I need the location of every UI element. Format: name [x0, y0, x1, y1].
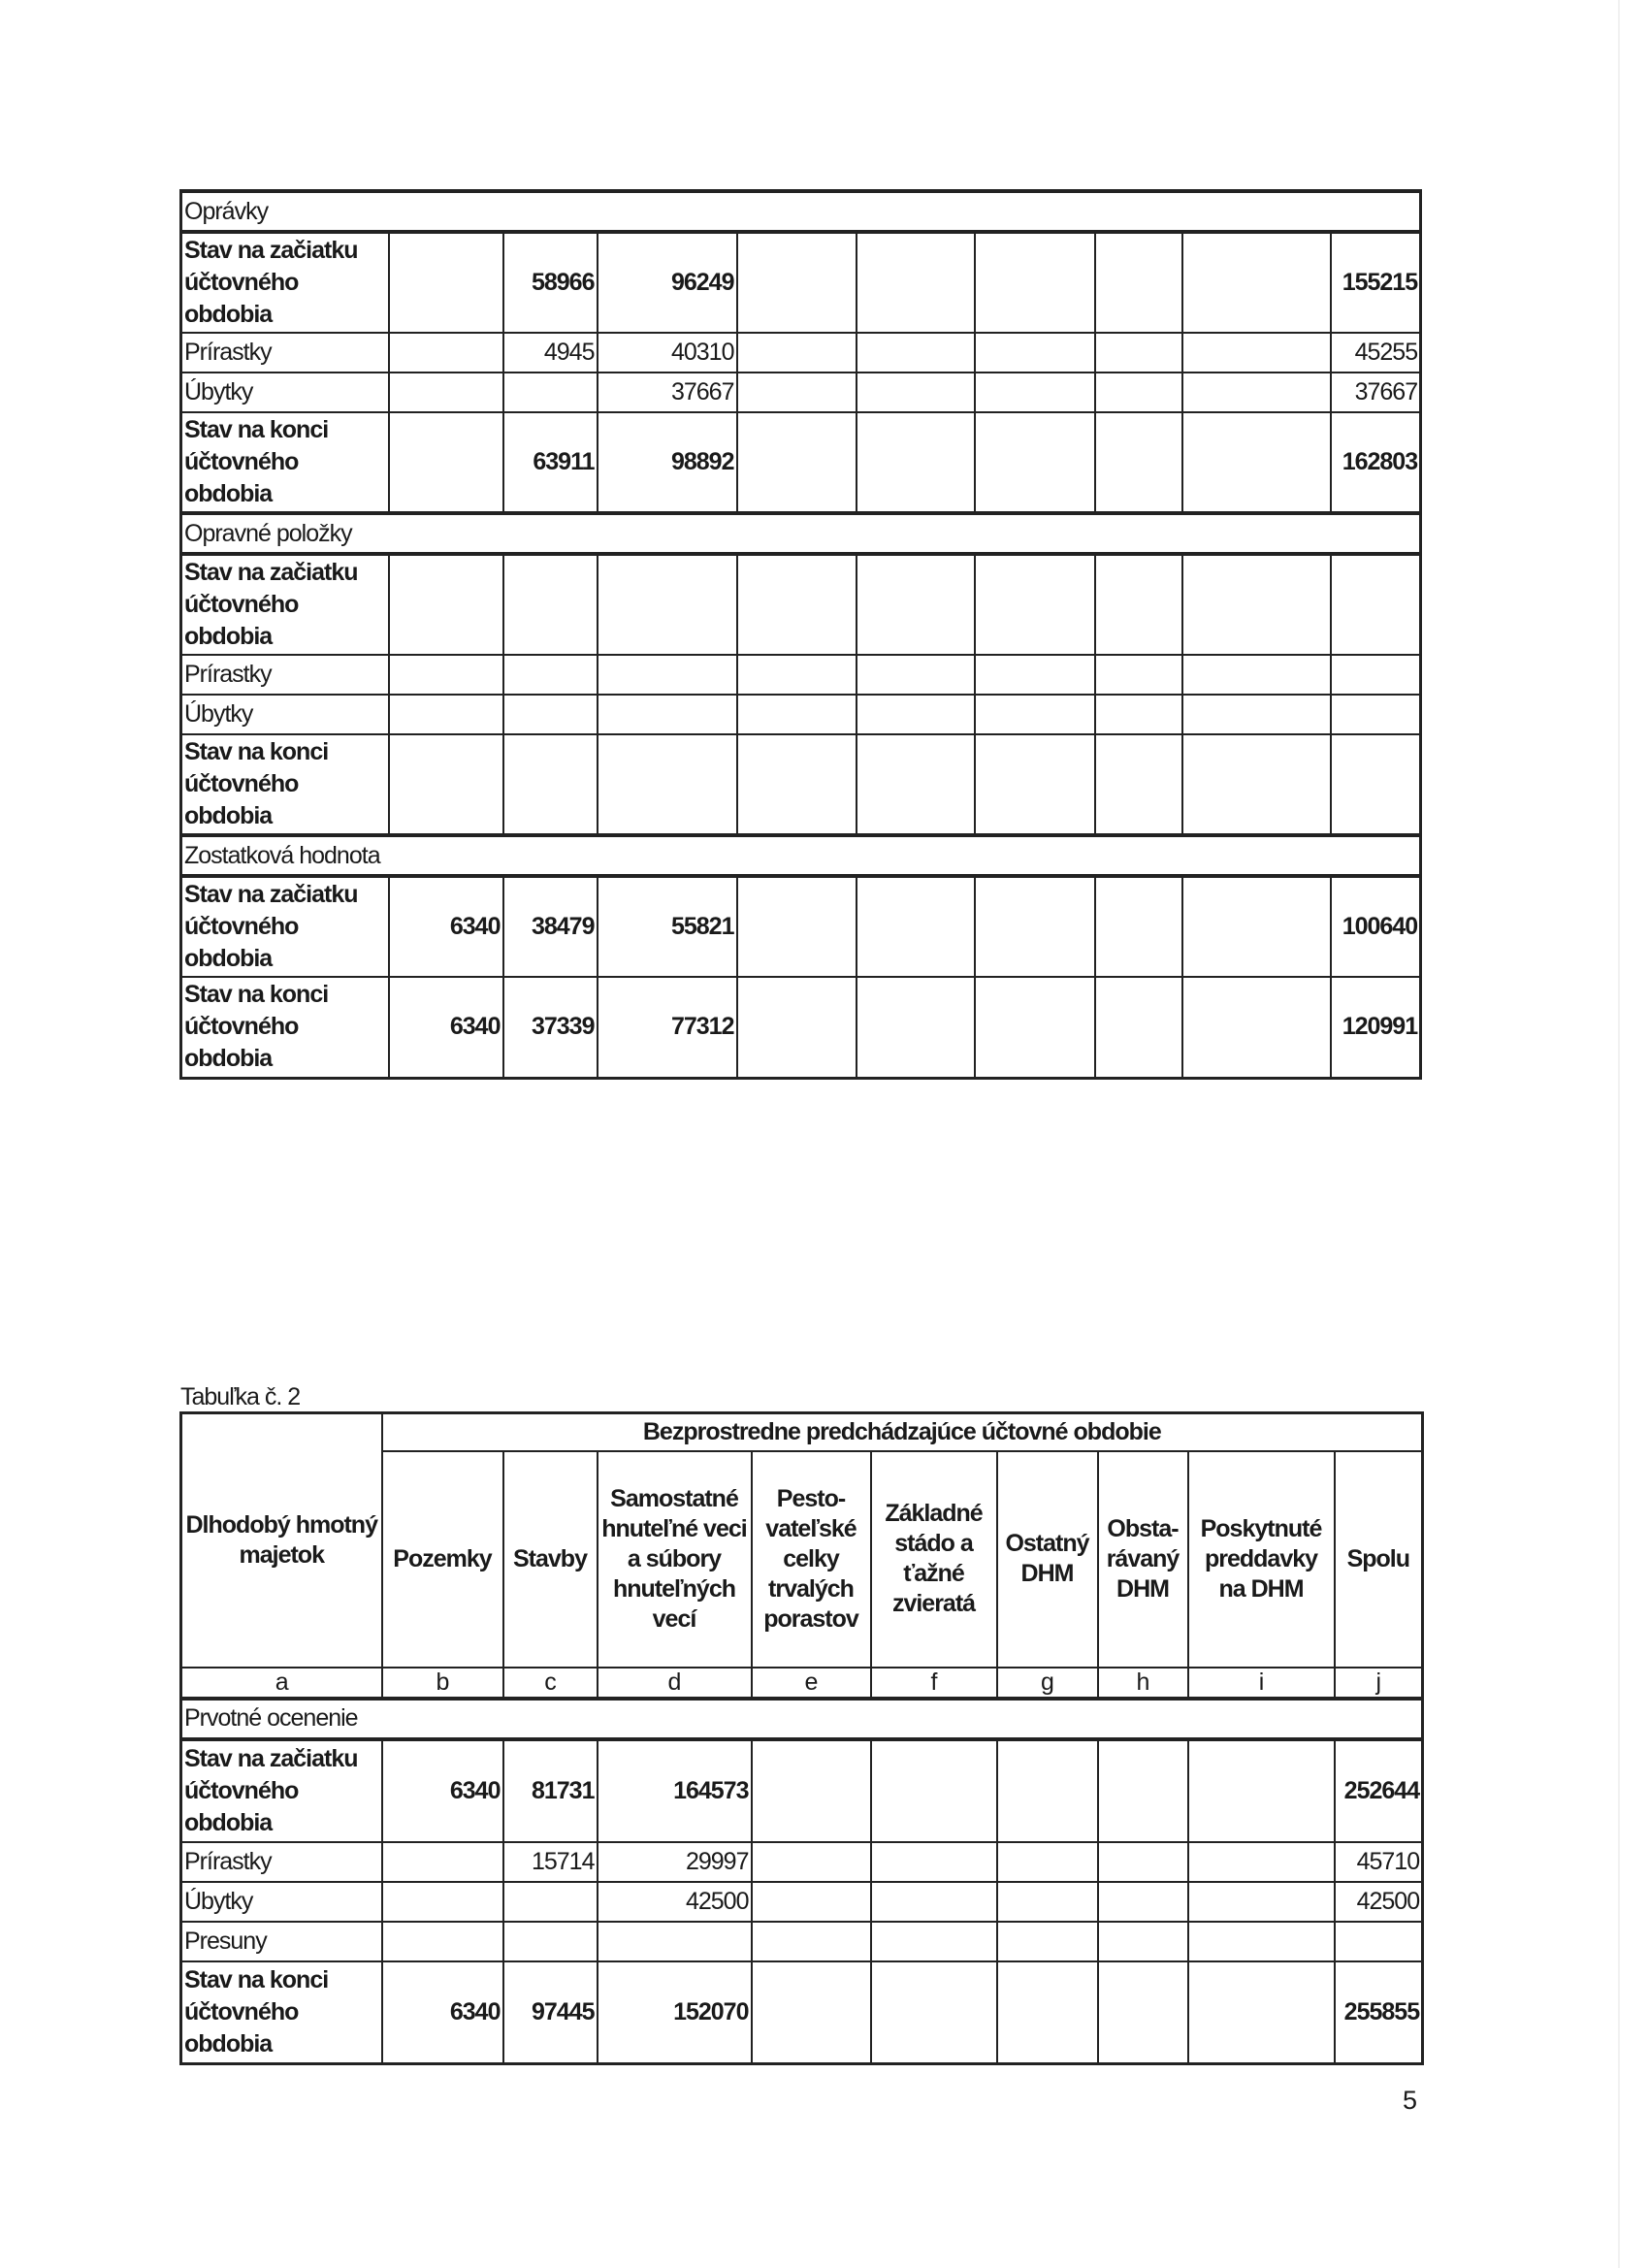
row-label: Prírastky [181, 655, 389, 695]
cell-value [389, 655, 503, 695]
table-row [181, 695, 1421, 734]
cell-value [737, 977, 857, 1078]
table-row [181, 373, 1421, 412]
cell-value [1331, 734, 1421, 835]
cell-value [857, 695, 975, 734]
cell-value: 162803 [1331, 412, 1421, 513]
table-row [181, 734, 1421, 835]
table-row [181, 412, 1421, 513]
cell-value [1182, 232, 1331, 333]
row-label: Úbytky [181, 373, 389, 412]
cell-value [975, 412, 1095, 513]
table-row [181, 1739, 1423, 1842]
cell-value: 37667 [1331, 373, 1421, 412]
cell-value [997, 1739, 1098, 1842]
cell-value [1098, 1739, 1188, 1842]
cell-value [389, 554, 503, 655]
column-letter: c [503, 1668, 598, 1699]
cell-value [857, 412, 975, 513]
page-number: 5 [1403, 2086, 1418, 2115]
cell-value: 37667 [598, 373, 737, 412]
scan-edge [1618, 0, 1620, 2268]
cell-value [1095, 695, 1182, 734]
cell-value [503, 554, 598, 655]
cell-value: 45255 [1331, 333, 1421, 373]
cell-value [1095, 333, 1182, 373]
cell-value [737, 876, 857, 977]
cell-value [737, 373, 857, 412]
column-letter: f [871, 1668, 997, 1699]
section-label: Oprávky [181, 191, 1421, 232]
section-label: Opravné položky [181, 513, 1421, 554]
cell-value [389, 373, 503, 412]
cell-value [503, 734, 598, 835]
row-label: Stav na konci účtovného obdobia [181, 734, 389, 835]
cell-value [503, 1922, 598, 1961]
cell-value [389, 412, 503, 513]
cell-value [382, 1842, 503, 1882]
cell-value [737, 412, 857, 513]
cell-value [975, 333, 1095, 373]
cell-value [503, 655, 598, 695]
cell-value [997, 1882, 1098, 1922]
cell-value [1331, 655, 1421, 695]
cell-value: 97445 [503, 1961, 598, 2064]
column-letter: j [1335, 1668, 1423, 1699]
cell-value: 4945 [503, 333, 598, 373]
cell-value: 6340 [382, 1961, 503, 2064]
cell-value [389, 695, 503, 734]
cell-value [1188, 1739, 1335, 1842]
column-header: Poskytnuté preddavky na DHM [1188, 1451, 1335, 1668]
cell-value [1182, 373, 1331, 412]
cell-value [975, 554, 1095, 655]
cell-value [975, 977, 1095, 1078]
cell-value [737, 695, 857, 734]
cell-value: 6340 [389, 876, 503, 977]
cell-value [857, 734, 975, 835]
cell-value [1188, 1961, 1335, 2064]
cell-value: 63911 [503, 412, 598, 513]
cell-value [857, 655, 975, 695]
cell-value [1095, 412, 1182, 513]
cell-value [1182, 333, 1331, 373]
column-header: Pozemky [382, 1451, 503, 1668]
column-header: Stavby [503, 1451, 598, 1668]
cell-value: 29997 [598, 1842, 752, 1882]
cell-value: 6340 [382, 1739, 503, 1842]
row-label: Stav na konci účtovného obdobia [181, 977, 389, 1078]
cell-value [1182, 695, 1331, 734]
cell-value: 120991 [1331, 977, 1421, 1078]
row-label: Úbytky [181, 695, 389, 734]
cell-value [1188, 1922, 1335, 1961]
cell-value [752, 1922, 871, 1961]
cell-value [1095, 373, 1182, 412]
cell-value [857, 554, 975, 655]
column-header: Obsta-rávaný DHM [1098, 1451, 1188, 1668]
column-letter: a [181, 1668, 382, 1699]
cell-value: 77312 [598, 977, 737, 1078]
cell-value [1182, 412, 1331, 513]
cell-value [975, 734, 1095, 835]
cell-value [1182, 876, 1331, 977]
cell-value [1095, 977, 1182, 1078]
table-row [181, 333, 1421, 373]
cell-value: 81731 [503, 1739, 598, 1842]
cell-value [871, 1739, 997, 1842]
cell-value: 42500 [598, 1882, 752, 1922]
cell-value [737, 333, 857, 373]
table-row [181, 1842, 1423, 1882]
cell-value [382, 1882, 503, 1922]
cell-value [975, 655, 1095, 695]
table-row [181, 977, 1421, 1078]
cell-value [975, 695, 1095, 734]
cell-value [1188, 1882, 1335, 1922]
cell-value [975, 373, 1095, 412]
row-label: Stav na konci účtovného obdobia [181, 412, 389, 513]
cell-value [1098, 1961, 1188, 2064]
cell-value: 37339 [503, 977, 598, 1078]
table-row [181, 554, 1421, 655]
cell-value [737, 655, 857, 695]
cell-value [503, 695, 598, 734]
section-label: Zostatková hodnota [181, 835, 1421, 876]
table-row [181, 232, 1421, 333]
cell-value: 152070 [598, 1961, 752, 2064]
table-row [181, 655, 1421, 695]
cell-value [997, 1961, 1098, 2064]
cell-value [1182, 554, 1331, 655]
cell-value [1095, 554, 1182, 655]
cell-value: 155215 [1331, 232, 1421, 333]
cell-value [598, 554, 737, 655]
table-row [181, 1961, 1423, 2064]
cell-value [598, 655, 737, 695]
row-header: Dlhodobý hmotný majetok [181, 1413, 382, 1668]
row-label: Presuny [181, 1922, 382, 1961]
cell-value [598, 695, 737, 734]
table-row [181, 1882, 1423, 1922]
section-row [181, 1699, 1423, 1739]
column-letter: b [382, 1668, 503, 1699]
column-letter: g [997, 1668, 1098, 1699]
row-label: Stav na začiatku účtovného obdobia [181, 232, 389, 333]
cell-value [752, 1739, 871, 1842]
cell-value [1098, 1882, 1188, 1922]
cell-value [1095, 734, 1182, 835]
cell-value [857, 232, 975, 333]
cell-value [752, 1842, 871, 1882]
column-header: Pesto-vateľské celky trvalých porastov [752, 1451, 871, 1668]
cell-value [598, 734, 737, 835]
section-row [181, 191, 1421, 232]
cell-value: 15714 [503, 1842, 598, 1882]
cell-value [1098, 1842, 1188, 1882]
section-label: Prvotné ocenenie [181, 1699, 1423, 1739]
cell-value [503, 1882, 598, 1922]
column-header: Samostatné hnuteľné veci a súbory hnuteľných vecí [598, 1451, 752, 1668]
row-label: Stav na začiatku účtovného obdobia [181, 876, 389, 977]
cell-value [1182, 977, 1331, 1078]
column-letter: d [598, 1668, 752, 1699]
cell-value: 164573 [598, 1739, 752, 1842]
cell-value [598, 1922, 752, 1961]
table-fixed-assets [179, 1411, 1424, 2065]
cell-value: 45710 [1335, 1842, 1423, 1882]
cell-value [975, 876, 1095, 977]
column-header: Základné stádo a ťažné zvieratá [871, 1451, 997, 1668]
row-label: Stav na začiatku účtovného obdobia [181, 554, 389, 655]
table-accumulated-depreciation [179, 189, 1422, 1080]
cell-value [752, 1882, 871, 1922]
cell-value [503, 373, 598, 412]
cell-value [389, 333, 503, 373]
cell-value [871, 1882, 997, 1922]
cell-value [752, 1961, 871, 2064]
cell-value [737, 232, 857, 333]
cell-value [857, 373, 975, 412]
cell-value [1335, 1922, 1423, 1961]
cell-value [997, 1842, 1098, 1882]
cell-value [1095, 232, 1182, 333]
cell-value: 40310 [598, 333, 737, 373]
cell-value [975, 232, 1095, 333]
cell-value [1182, 734, 1331, 835]
column-header: Ostatný DHM [997, 1451, 1098, 1668]
cell-value: 252644 [1335, 1739, 1423, 1842]
cell-value [1095, 655, 1182, 695]
table-row [181, 876, 1421, 977]
section-row [181, 513, 1421, 554]
row-label: Prírastky [181, 333, 389, 373]
cell-value [1098, 1922, 1188, 1961]
table-row [181, 1922, 1423, 1961]
column-header: Spolu [1335, 1451, 1423, 1668]
cell-value [737, 734, 857, 835]
cell-value [871, 1961, 997, 2064]
cell-value [857, 333, 975, 373]
column-letter: h [1098, 1668, 1188, 1699]
cell-value: 55821 [598, 876, 737, 977]
cell-value: 96249 [598, 232, 737, 333]
table-caption: Tabuľka č. 2 [180, 1383, 301, 1410]
cell-value [382, 1922, 503, 1961]
row-label: Prírastky [181, 1842, 382, 1882]
row-label: Stav na konci účtovného obdobia [181, 1961, 382, 2064]
group-header: Bezprostredne predchádzajúce účtovné obdobie [382, 1413, 1423, 1451]
cell-value: 38479 [503, 876, 598, 977]
cell-value [1331, 554, 1421, 655]
cell-value [871, 1922, 997, 1961]
cell-value [997, 1922, 1098, 1961]
row-label: Stav na začiatku účtovného obdobia [181, 1739, 382, 1842]
cell-value [1095, 876, 1182, 977]
cell-value [389, 734, 503, 835]
cell-value: 42500 [1335, 1882, 1423, 1922]
row-label: Úbytky [181, 1882, 382, 1922]
cell-value [857, 977, 975, 1078]
cell-value: 58966 [503, 232, 598, 333]
cell-value: 100640 [1331, 876, 1421, 977]
column-letter: e [752, 1668, 871, 1699]
cell-value [857, 876, 975, 977]
section-row [181, 835, 1421, 876]
cell-value: 255855 [1335, 1961, 1423, 2064]
cell-value: 98892 [598, 412, 737, 513]
cell-value [1188, 1842, 1335, 1882]
cell-value: 6340 [389, 977, 503, 1078]
column-letter: i [1188, 1668, 1335, 1699]
cell-value [871, 1842, 997, 1882]
cell-value [1182, 655, 1331, 695]
cell-value [1331, 695, 1421, 734]
cell-value [389, 232, 503, 333]
cell-value [737, 554, 857, 655]
